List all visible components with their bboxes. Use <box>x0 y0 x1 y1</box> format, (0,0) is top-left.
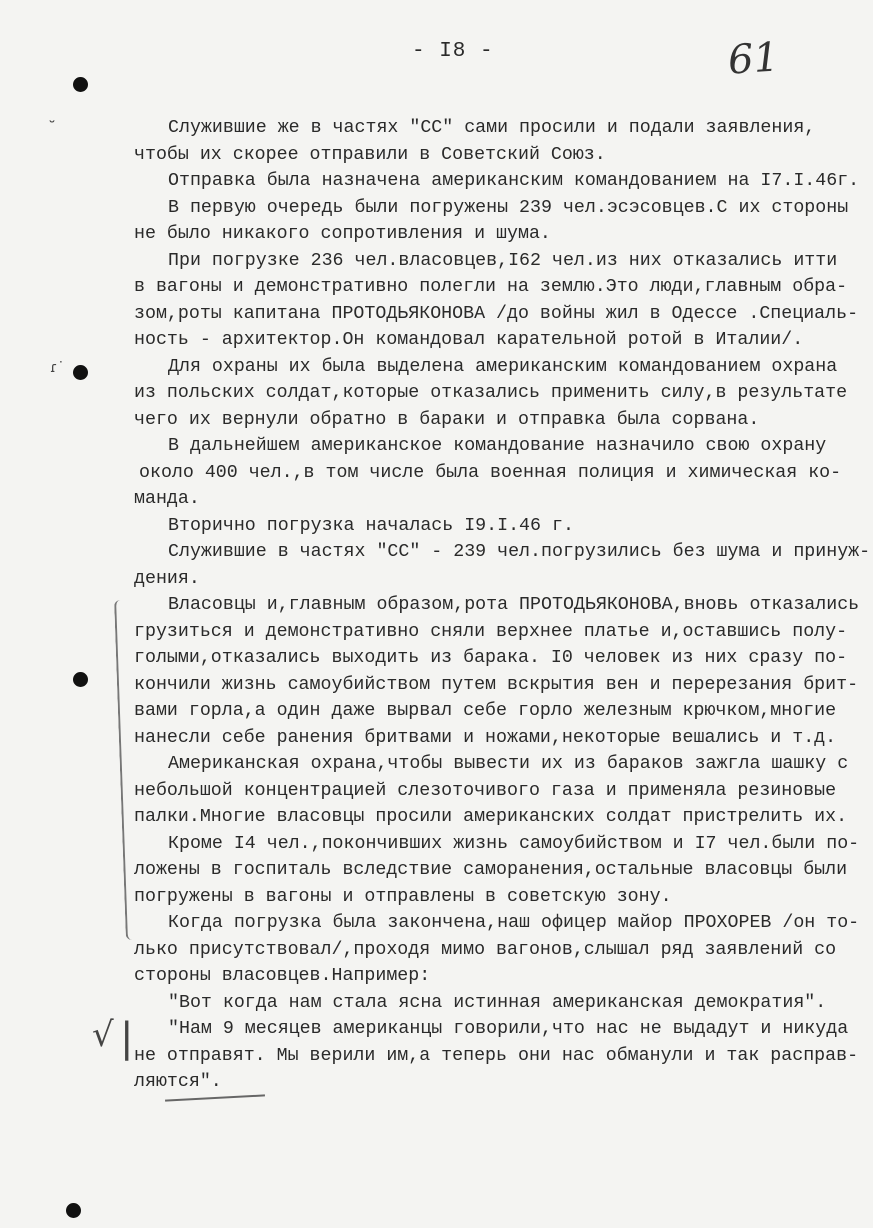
text-line: зом,роты капитана ПРОТОДЬЯКОНОВА /до войны жил в Одессе .Специаль- <box>134 303 859 324</box>
text-line: не отправят. Мы верили им,а теперь они нас обманули и так расправ- <box>134 1045 859 1066</box>
text-line: вами горла,а один даже вырвал себе горло железным крючком,многие <box>134 701 837 721</box>
text-line: чего их вернули обратно в бараки и отправка была сорвана. <box>134 409 760 430</box>
text-line: Американская охрана,чтобы вывести их из бараков зажгла шашку с <box>168 754 849 774</box>
text-line: погружены в вагоны и отправлены в советскую зону. <box>134 886 672 907</box>
text-line: манда. <box>134 489 200 509</box>
text-line: Власовцы и,главным образом,рота ПРОТОДЬЯКОНОВА,вновь отказались <box>168 595 860 615</box>
text-line: При погрузке 236 чел.власовцев,I62 чел.из них отказались итти <box>168 250 838 271</box>
text-line: Вторично погрузка началась I9.I.46 г. <box>168 515 574 536</box>
text-line: "Нам 9 месяцев американцы говорили,что нас не выдадут и никуда <box>168 1019 849 1039</box>
text-line: В первую очередь были погружены 239 чел.эсэсовцев.С их стороны <box>168 197 849 218</box>
text-line: В дальнейшем американское командование назначило свою охрану <box>168 436 827 456</box>
text-line: грузиться и демонстративно сняли верхнее платье и,оставшись полу- <box>134 621 848 642</box>
punch-hole <box>73 672 88 687</box>
margin-mark: ˘ <box>48 118 56 137</box>
handwritten-page-number: 61 <box>726 34 781 84</box>
margin-bracket <box>114 600 136 940</box>
text-line: дения. <box>134 568 200 589</box>
text-line: в вагоны и демонстративно полегли на землю.Это люди,главным обра- <box>134 277 848 297</box>
text-line: стороны власовцев.Например: <box>134 966 431 986</box>
punch-hole <box>73 77 88 92</box>
text-line: ложены в госпиталь вследствие саморанения,остальные власовцы были <box>134 860 848 880</box>
text-line: голыми,отказались выходить из барака. I0 человек из них сразу по- <box>134 648 848 668</box>
text-line: ность - архитектор.Он командовал карательной ротой в Италии/. <box>134 330 804 350</box>
punch-hole <box>66 1203 81 1218</box>
text-line: чтобы их скорее отправили в Советский Союз. <box>134 144 606 165</box>
text-line: кончили жизнь самоубийством путем вскрытия вен и перерезания брит- <box>134 674 859 695</box>
text-line: не было никакого сопротивления и шума. <box>134 224 551 244</box>
margin-mark: ɾ˙ <box>50 360 65 376</box>
page-number: - I8 - <box>412 40 494 63</box>
text-line: Кроме I4 чел.,покончивших жизнь самоубийством и I7 чел.были по- <box>168 833 860 854</box>
text-line: из польских солдат,которые отказались применить силу,в результате <box>134 383 848 403</box>
text-line: палки.Многие власовцы просили американских солдат пристрелить их. <box>134 807 848 827</box>
text-line: Для охраны их была выделена американским командованием охрана <box>168 356 838 377</box>
text-line: около 400 чел.,в том числе была военная полиция и химическая ко- <box>139 462 842 483</box>
text-line: Отправка была назначена американским командованием на I7.I.46г. <box>168 171 860 191</box>
text-line: Служившие же в частях "СС" сами просили и подали заявления, <box>168 118 816 138</box>
text-line: Служившие в частях "СС" - 239 чел.погрузились без шума и принуж- <box>168 542 871 562</box>
text-line: лько присутствовал/,проходя мимо вагонов,слышал ряд заявлений со <box>134 939 837 960</box>
text-line: ляются". <box>134 1072 222 1092</box>
margin-checkmark: √ <box>92 1015 114 1055</box>
margin-line: | <box>120 1015 134 1061</box>
document-body <box>134 115 871 1096</box>
text-line: небольшой концентрацией слезоточивого газа и применяла резиновые <box>134 780 837 801</box>
text-line: Когда погрузка была закончена,наш офицер майор ПРОХОРЕВ /он то- <box>168 913 860 933</box>
punch-hole <box>73 365 88 380</box>
text-line: "Вот когда нам стала ясна истинная американская демократия". <box>168 992 827 1013</box>
text-line: нанесли себе ранения бритвами и ножами,некоторые вешались и т.д. <box>134 727 837 748</box>
